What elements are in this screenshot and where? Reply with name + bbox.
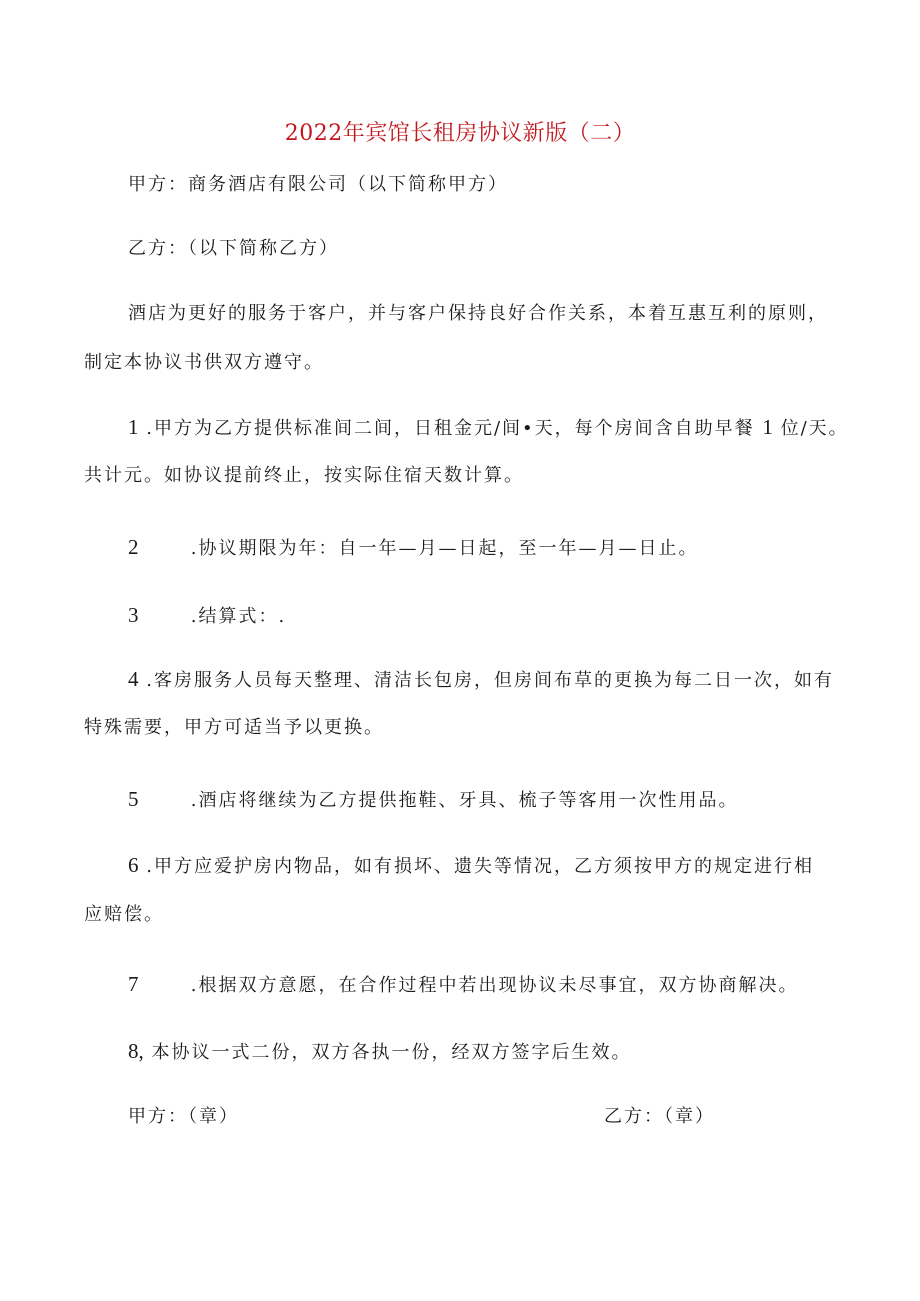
clause-8	[128, 1039, 631, 1065]
clause-text: .客房服务人员每天整理、清洁长包房，但房间布草的更换为每二日一次，如有	[146, 670, 834, 691]
clause-2	[128, 535, 698, 561]
clause-text-tail: 位/天。	[780, 418, 849, 439]
clause-4-continuation: 特殊需要，甲方可适当予以更换。	[84, 717, 384, 738]
clause-number: 2	[128, 535, 139, 559]
clause-7	[128, 972, 798, 998]
clause-text: .甲方为乙方提供标准间二间，日租金元/间•天，每个房间含自助早餐	[146, 418, 755, 439]
clause-inline-number: 1	[762, 415, 773, 439]
clause-4	[128, 667, 834, 693]
clause-6	[128, 853, 814, 879]
intro-line-1: 酒店为更好的服务于客户，并与客户保持良好合作关系，本着互惠互利的原则，	[128, 303, 828, 324]
clause-text: .协议期限为年：自一年—月—日起，至一年—月—日止。	[190, 538, 699, 559]
party-b-line: 乙方：（以下简称乙方）	[128, 238, 339, 259]
clause-text: .根据双方意愿，在合作过程中若出现协议未尽事宜，双方协商解决。	[190, 975, 799, 996]
clause-1	[128, 415, 849, 441]
clause-number: 3	[128, 603, 139, 627]
clause-number: 7	[128, 972, 139, 996]
clause-text: .结算式：.	[190, 606, 287, 627]
signature-party-a: 甲方：（章）	[128, 1106, 239, 1127]
intro-line-2: 制定本协议书供双方遵守。	[84, 352, 324, 373]
signature-party-b: 乙方：（章）	[604, 1106, 715, 1127]
clause-6-continuation: 应赔偿。	[84, 904, 164, 925]
clause-number: 4	[128, 667, 139, 691]
clause-1-continuation: 共计元。如协议提前终止，按实际住宿天数计算。	[84, 465, 524, 486]
clause-text: 本协议一式二份，双方各执一份，经双方签字后生效。	[151, 1042, 632, 1063]
document-title: 2022年宾馆长租房协议新版（二）	[284, 121, 636, 146]
clause-text: .甲方应爱护房内物品，如有损坏、遗失等情况，乙方须按甲方的规定进行相	[146, 856, 814, 877]
party-a-line: 甲方：商务酒店有限公司（以下简称甲方）	[128, 174, 508, 195]
clause-number: 5	[128, 787, 139, 811]
clause-3	[128, 603, 286, 629]
clause-number: 6	[128, 853, 139, 877]
clause-number: 8,	[128, 1039, 144, 1063]
clause-number: 1	[128, 415, 139, 439]
clause-text: .酒店将继续为乙方提供拖鞋、牙具、梳子等客用一次性用品。	[190, 790, 739, 811]
clause-5	[128, 787, 738, 813]
